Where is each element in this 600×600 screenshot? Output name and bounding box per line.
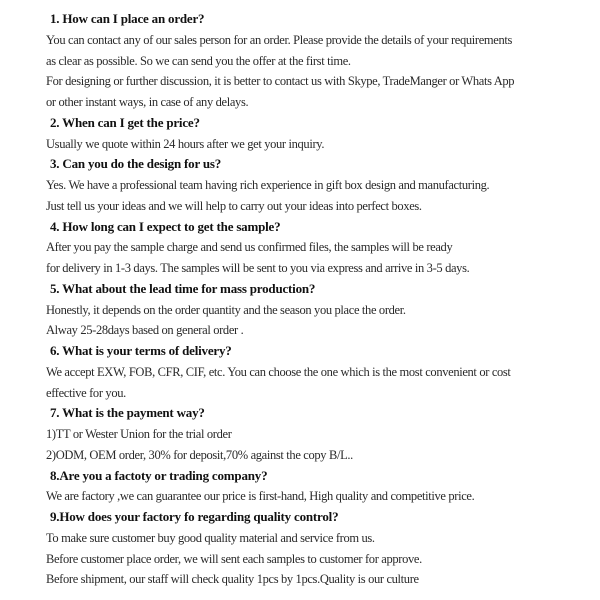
faq-answer-line: Before shipment, our staff will check quality 1pcs by 1pcs.Quality is our culture xyxy=(46,572,419,587)
faq-question: 6. What is your terms of delivery? xyxy=(50,343,232,358)
faq-answer-line: You can contact any of our sales person for an order. Please provide the details of your requirements xyxy=(46,32,513,47)
faq-answer-line: Alway 25-28days based on general order . xyxy=(46,323,244,338)
faq-question: 3. Can you do the design for us? xyxy=(50,156,222,172)
faq-question: 9.How does your factory fo regarding quality control? xyxy=(50,509,339,524)
faq-item-4 xyxy=(46,217,550,279)
faq-question: 5. What about the lead time for mass production? xyxy=(50,280,316,296)
faq-answer-line: We accept EXW, FOB, CFR, CIF, etc. You can choose the one which is the most convenient or cost xyxy=(46,364,511,379)
faq-answer-line: Honestly, it depends on the order quantity and the season you place the order. xyxy=(46,302,406,317)
faq-answer-line: For designing or further discussion, it is better to contact us with Skype, TradeManger or Whats App xyxy=(46,74,515,89)
faq-item-5 xyxy=(46,279,550,341)
faq-item-6 xyxy=(46,341,550,403)
faq-answer-line: Usually we quote within 24 hours after we get your inquiry. xyxy=(46,136,325,151)
faq-item-7 xyxy=(46,403,550,465)
faq-question: 1. How can I place an order? xyxy=(50,11,205,26)
faq-answer-line: 1)TT or Wester Union for the trial order xyxy=(46,427,232,441)
faq-question: 4. How long can I expect to get the sample? xyxy=(50,218,281,234)
faq-answer-line: 2)ODM, OEM order, 30% for deposit,70% against the copy B/L.. xyxy=(46,447,353,462)
faq-item-2 xyxy=(46,113,550,155)
faq-item-8 xyxy=(46,466,550,508)
faq-answer-line: effective for you. xyxy=(46,385,126,400)
faq-answer-line: Yes. We have a professional team having rich experience in gift box design and manufacturing. xyxy=(46,178,490,192)
faq-answer-line: as clear as possible. So we can send you the offer at the first time. xyxy=(46,53,351,68)
faq-question: 8.Are you a factoty or trading company? xyxy=(50,467,268,483)
faq-answer-line: To make sure customer buy good quality material and service from us. xyxy=(46,530,375,545)
faq-answer-line: Just tell us your ideas and we will help to carry out your ideas into perfect boxes. xyxy=(46,198,422,213)
faq-question: 7. What is the payment way? xyxy=(50,405,205,421)
faq-item-3 xyxy=(46,154,550,216)
faq-answer-line: or other instant ways, in case of any delays. xyxy=(46,95,249,109)
faq-item-1 xyxy=(46,9,550,113)
faq-question: 2. When can I get the price? xyxy=(50,114,200,130)
faq-answer-line: We are factory ,we can guarantee our price is first-hand, High quality and competitive price. xyxy=(46,489,475,504)
faq-item-9 xyxy=(46,507,550,590)
faq-answer-line: After you pay the sample charge and send us confirmed files, the samples will be ready xyxy=(46,240,453,255)
faq-answer-line: Before customer place order, we will sent each samples to customer for approve. xyxy=(46,551,422,566)
faq-answer-line: for delivery in 1-3 days. The samples will be sent to you via express and arrive in 3-5 days. xyxy=(46,261,470,275)
